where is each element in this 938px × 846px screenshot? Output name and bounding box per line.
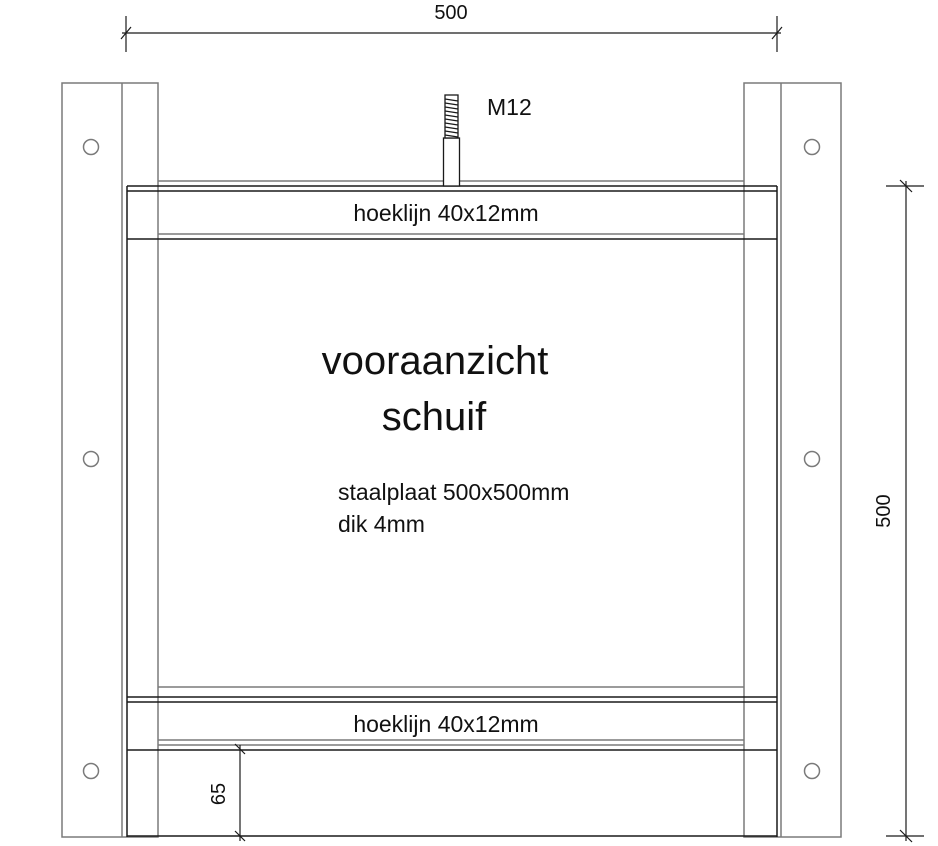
left-rail-hole-top <box>84 140 99 155</box>
left-rail-hole-middle <box>84 452 99 467</box>
title-line-2: schuif <box>381 395 487 439</box>
title-line-1: vooraanzicht <box>321 339 549 383</box>
plate-spec-line-1: staalplaat 500x500mm <box>338 479 570 505</box>
bolt-shaft <box>444 138 460 186</box>
bolt-label: M12 <box>487 94 532 120</box>
right-rail-outer <box>744 83 841 837</box>
offset-dimension <box>235 744 245 841</box>
left-rail <box>62 83 158 837</box>
right-rail-hole-top <box>805 140 820 155</box>
right-rail-hole-middle <box>805 452 820 467</box>
top-angle-label: hoeklijn 40x12mm <box>353 200 539 226</box>
offset-dimension-label: 65 <box>208 782 230 806</box>
bottom-angle-label: hoeklijn 40x12mm <box>353 711 539 737</box>
top-dimension-label: 500 <box>434 2 468 24</box>
left-rail-hole-bottom <box>84 764 99 779</box>
plate-spec-line-2: dik 4mm <box>338 511 425 537</box>
left-rail-outer <box>62 83 158 837</box>
right-rail <box>744 83 841 837</box>
right-dimension-label: 500 <box>873 494 895 528</box>
bolt-icon <box>444 95 460 186</box>
right-rail-hole-bottom <box>805 764 820 779</box>
